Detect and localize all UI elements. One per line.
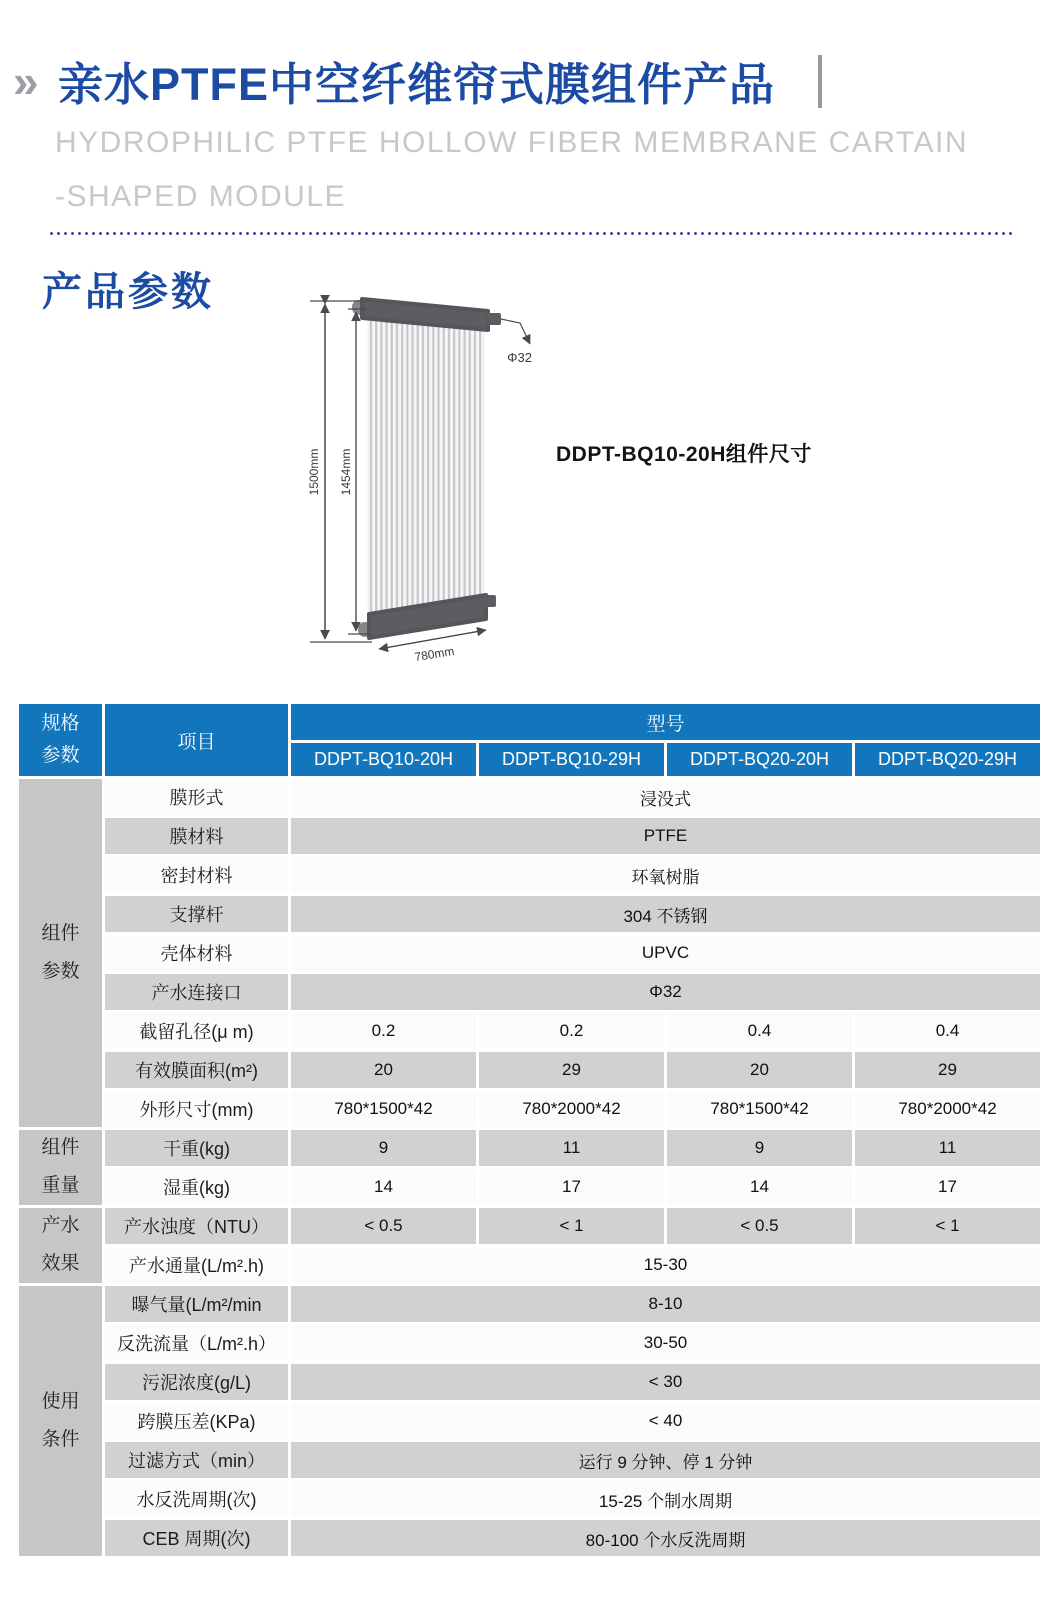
table-corner-header (19, 704, 102, 776)
row-value: 17 (479, 1169, 664, 1205)
table-row (19, 1052, 1040, 1088)
row-value: 780*1500*42 (667, 1091, 852, 1127)
table-row (19, 1442, 1040, 1478)
row-label: 反洗流量（L/m².h） (105, 1325, 288, 1361)
row-value: 浸没式 (291, 779, 1040, 815)
row-value: 0.4 (855, 1013, 1040, 1049)
row-value: < 0.5 (291, 1208, 476, 1244)
row-label: 壳体材料 (105, 935, 288, 971)
bottom-right-cap (484, 595, 496, 607)
row-value: 0.2 (291, 1013, 476, 1049)
group-label-module-weight (19, 1130, 102, 1205)
group-label-permeate-quality (19, 1208, 102, 1283)
row-label: 过滤方式（min） (105, 1442, 288, 1478)
group-line: 产水 (41, 1215, 80, 1237)
table-row (19, 1481, 1040, 1517)
dotted-separator (48, 230, 1014, 235)
row-value: 17 (855, 1169, 1040, 1205)
group-label-module-params (19, 779, 102, 1127)
row-value: 15-25 个制水周期 (291, 1481, 1040, 1517)
row-label: 水反洗周期(次) (105, 1481, 288, 1517)
group-line: 效果 (41, 1253, 80, 1274)
row-value: 780*1500*42 (291, 1091, 476, 1127)
module-diagram (280, 278, 560, 673)
row-value: 304 不锈钢 (291, 896, 1040, 932)
section-title: 产品参数 (42, 270, 214, 314)
row-value: 20 (667, 1052, 852, 1088)
row-value: 9 (291, 1130, 476, 1166)
dimension-label-height-inner: 1454mm (339, 448, 353, 496)
row-value: 780*2000*42 (479, 1091, 664, 1127)
row-value: 0.2 (479, 1013, 664, 1049)
row-label: 曝气量(L/m²/min (105, 1286, 288, 1322)
table-row (19, 1325, 1040, 1361)
row-value: < 0.5 (667, 1208, 852, 1244)
table-row (19, 1247, 1040, 1283)
corner-line1: 规格 (41, 712, 80, 734)
row-value: 8-10 (291, 1286, 1040, 1322)
table-row (19, 1169, 1040, 1205)
corner-line2: 参数 (41, 745, 80, 766)
model-header-1: DDPT-BQ10-29H (479, 743, 664, 776)
title-divider (818, 55, 822, 108)
group-line: 使用 (41, 1390, 80, 1412)
table-row (19, 1130, 1040, 1166)
row-label: 膜材料 (105, 818, 288, 854)
row-label: 膜形式 (105, 779, 288, 815)
row-value: 780*2000*42 (855, 1091, 1040, 1127)
model-header-2: DDPT-BQ20-20H (667, 743, 852, 776)
model-group-header: 型号 (291, 704, 1040, 740)
row-label: 支撑杆 (105, 896, 288, 932)
group-line: 参数 (41, 960, 80, 982)
table-row (19, 1091, 1040, 1127)
model-header-0: DDPT-BQ10-20H (291, 743, 476, 776)
table-row (19, 779, 1040, 815)
row-value: 环氧树脂 (291, 857, 1040, 893)
row-value: < 1 (855, 1208, 1040, 1244)
row-value: 11 (855, 1130, 1040, 1166)
row-value: 29 (479, 1052, 664, 1088)
row-value: < 30 (291, 1364, 1040, 1400)
spec-table (16, 701, 1042, 1559)
group-label-operating-conditions (19, 1286, 102, 1556)
permeate-port (487, 313, 501, 325)
table-row (19, 935, 1040, 971)
group-line: 重量 (41, 1175, 80, 1196)
row-label: 干重(kg) (105, 1130, 288, 1166)
row-value: 运行 9 分钟、停 1 分钟 (291, 1442, 1040, 1478)
row-value: PTFE (291, 818, 1040, 854)
group-line: 组件 (41, 1137, 80, 1159)
row-label: 密封材料 (105, 857, 288, 893)
table-row (19, 974, 1040, 1010)
row-value: UPVC (291, 935, 1040, 971)
row-value: 80-100 个水反洗周期 (291, 1520, 1040, 1556)
row-value: 9 (667, 1130, 852, 1166)
title-chevron-icon: » (13, 55, 33, 107)
table-row (19, 1013, 1040, 1049)
row-value: 11 (479, 1130, 664, 1166)
table-row (19, 1208, 1040, 1244)
group-line: 条件 (41, 1428, 80, 1450)
row-value: 15-30 (291, 1247, 1040, 1283)
row-label: 外形尺寸(mm) (105, 1091, 288, 1127)
row-value: Φ32 (291, 974, 1040, 1010)
row-label: 湿重(kg) (105, 1169, 288, 1205)
table-row (19, 1364, 1040, 1400)
item-column-header: 项目 (105, 704, 288, 776)
dimension-label-width: 780mm (413, 644, 456, 665)
row-value: 14 (667, 1169, 852, 1205)
subtitle-line1: HYDROPHILIC PTFE HOLLOW FIBER MEMBRANE CARTAIN (55, 126, 968, 159)
row-value: 0.4 (667, 1013, 852, 1049)
row-label: CEB 周期(次) (105, 1520, 288, 1556)
row-label: 有效膜面积(m²) (105, 1052, 288, 1088)
table-row (19, 1286, 1040, 1322)
group-line: 组件 (41, 922, 80, 944)
table-row (19, 896, 1040, 932)
table-row (19, 818, 1040, 854)
row-label: 跨膜压差(KPa) (105, 1403, 288, 1439)
row-label: 污泥浓度(g/L) (105, 1364, 288, 1400)
row-label: 产水通量(L/m².h) (105, 1247, 288, 1283)
row-label: 产水连接口 (105, 974, 288, 1010)
dimension-label-height-outer: 1500mm (307, 448, 321, 496)
row-value: 30-50 (291, 1325, 1040, 1361)
row-value: 29 (855, 1052, 1040, 1088)
row-value: < 1 (479, 1208, 664, 1244)
table-row (19, 1403, 1040, 1439)
table-row (19, 857, 1040, 893)
row-value: < 40 (291, 1403, 1040, 1439)
model-header-3: DDPT-BQ20-29H (855, 743, 1040, 776)
row-value: 14 (291, 1169, 476, 1205)
port-diameter-label: Φ32 (507, 350, 532, 365)
row-label: 产水浊度（NTU） (105, 1208, 288, 1244)
diagram-caption: DDPT-BQ10-20H组件尺寸 (556, 443, 812, 466)
row-value: 20 (291, 1052, 476, 1088)
table-row (19, 1520, 1040, 1556)
port-leader-line (501, 319, 530, 344)
fiber-curtain (368, 318, 484, 616)
row-label: 截留孔径(μ m) (105, 1013, 288, 1049)
subtitle-line2: -SHAPED MODULE (55, 180, 347, 213)
page-title: 亲水PTFE中空纤维帘式膜组件产品 (58, 59, 776, 110)
